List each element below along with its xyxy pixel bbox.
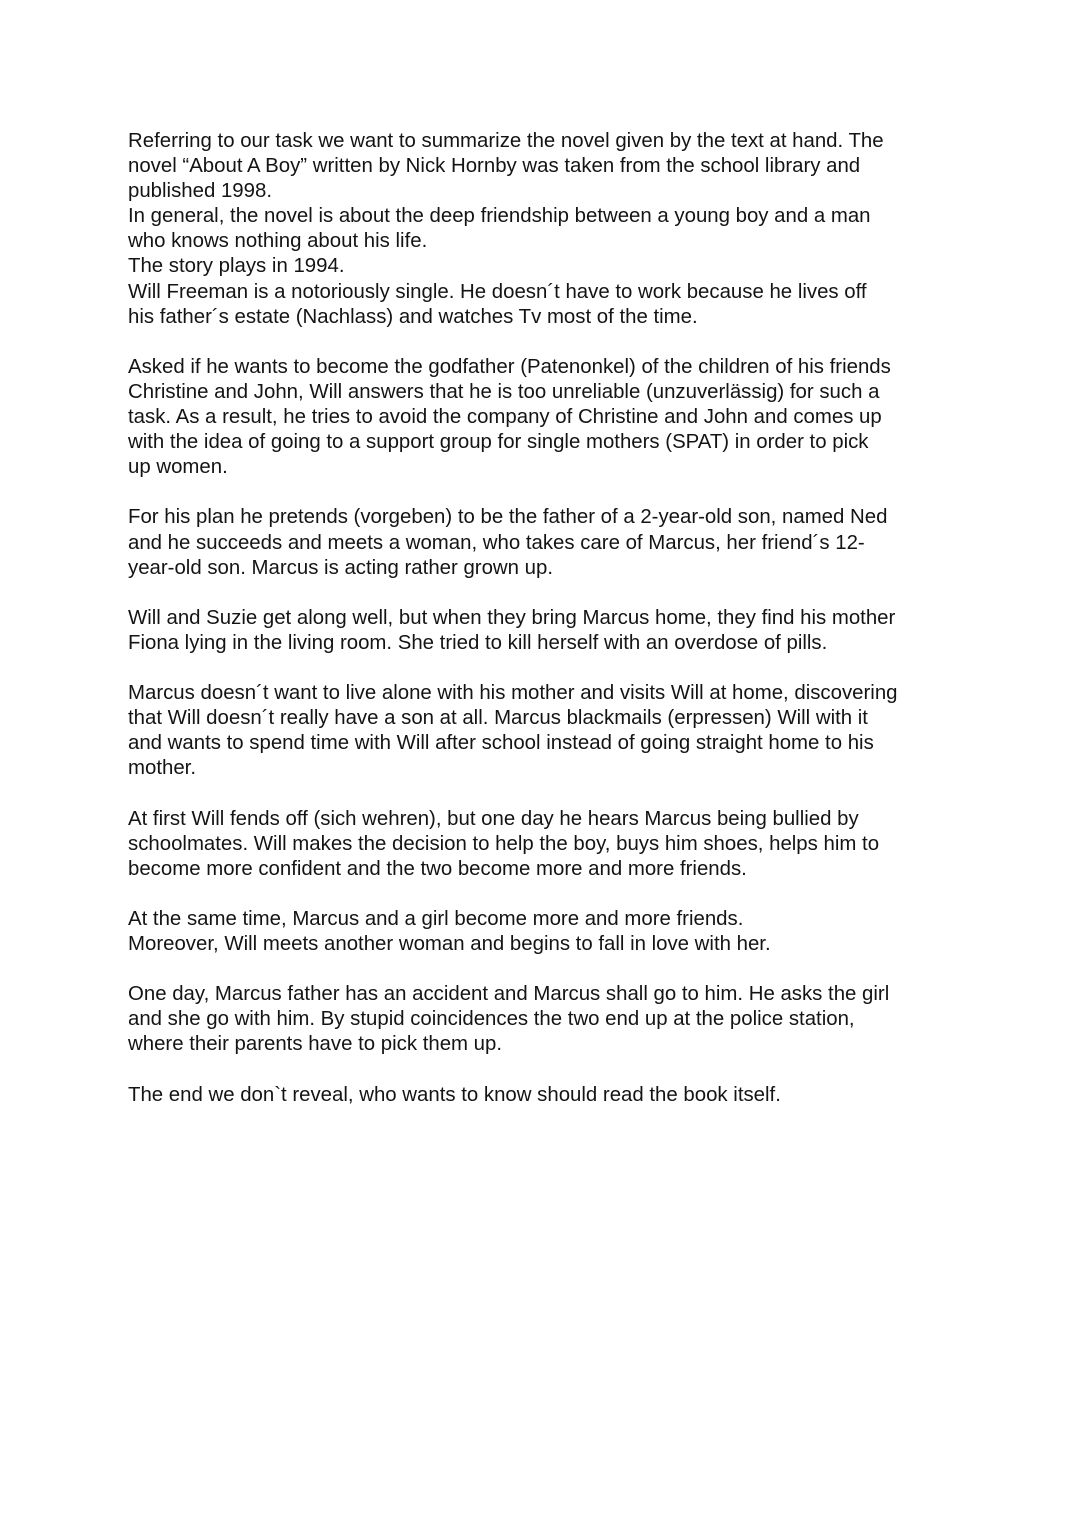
text-line: become more confident and the two become more and more friends.: [128, 857, 747, 880]
paragraph-accident: [128, 982, 968, 1057]
text-line: Moreover, Will meets another woman and begins to fall in love with her.: [128, 933, 771, 955]
text-line: mother.: [128, 757, 197, 780]
paragraph-godfather: [128, 355, 968, 480]
paragraph-suzie: [128, 606, 968, 656]
text-line: Asked if he wants to become the godfather (Patenonkel) of the children of his friends: [128, 355, 891, 378]
document-body: [128, 129, 968, 1133]
paragraph-plan: [128, 505, 968, 580]
text-line: and wants to spend time with Will after school instead of going straight home to his: [128, 732, 874, 755]
text-line: For his plan he pretends (vorgeben) to be the father of a 2-year-old son, named Ned: [128, 506, 888, 529]
text-line: Referring to our task we want to summarize the novel given by the text at hand. The: [128, 130, 884, 152]
text-line: Fiona lying in the living room. She tried to kill herself with an overdose of pills.: [128, 631, 828, 654]
text-line: where their parents have to pick them up.: [128, 1033, 503, 1056]
text-line: with the idea of going to a support group for single mothers (SPAT) in order to pick: [128, 431, 869, 454]
text-line: who knows nothing about his life.: [128, 230, 428, 253]
paragraph-friendship: [128, 807, 968, 882]
text-line: and she go with him. By stupid coincidences the two end up at the police station,: [128, 1008, 855, 1031]
text-line: The story plays in 1994.: [128, 255, 345, 278]
text-line: At the same time, Marcus and a girl become more and more friends.: [128, 907, 744, 930]
text-line: published 1998.: [128, 180, 272, 203]
text-line: Will Freeman is a notoriously single. He doesn´t have to work because he lives off: [128, 280, 867, 303]
text-line: novel “About A Boy” written by Nick Hornby was taken from the school library and: [128, 155, 861, 178]
text-line: Will and Suzie get along well, but when they bring Marcus home, they find his mother: [128, 606, 896, 629]
text-line: that Will doesn´t really have a son at all. Marcus blackmails (erpressen) Will with it: [128, 707, 868, 730]
text-line: his father´s estate (Nachlass) and watches Tv most of the time.: [128, 305, 698, 328]
text-line: One day, Marcus father has an accident and Marcus shall go to him. He asks the girl: [128, 983, 890, 1006]
text-line: The end we don`t reveal, who wants to know should read the book itself.: [128, 1083, 781, 1106]
text-line: In general, the novel is about the deep friendship between a young boy and a man: [128, 205, 871, 228]
paragraph-intro: [128, 129, 968, 330]
paragraph-blackmail: [128, 681, 968, 781]
paragraph-same-time: [128, 907, 968, 957]
text-line: and he succeeds and meets a woman, who takes care of Marcus, her friend´s 12-: [128, 531, 865, 554]
text-line: task. As a result, he tries to avoid the company of Christine and John and comes up: [128, 406, 882, 429]
text-line: up women.: [128, 456, 228, 479]
text-line: year-old son. Marcus is acting rather grown up.: [128, 556, 553, 579]
text-line: At first Will fends off (sich wehren), but one day he hears Marcus being bullied by: [128, 807, 859, 830]
text-line: Christine and John, Will answers that he is too unreliable (unzuverlässig) for such a: [128, 380, 880, 403]
paragraph-ending: [128, 1083, 968, 1108]
text-line: Marcus doesn´t want to live alone with his mother and visits Will at home, discovering: [128, 682, 898, 705]
text-line: schoolmates. Will makes the decision to help the boy, buys him shoes, helps him to: [128, 832, 880, 855]
